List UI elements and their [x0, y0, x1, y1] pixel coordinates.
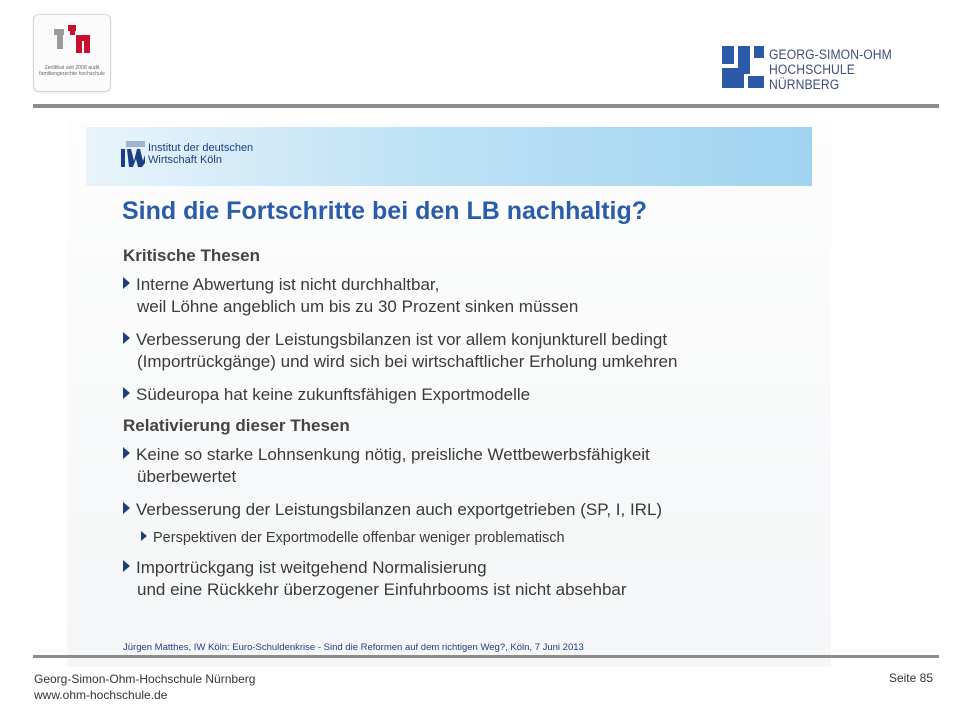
section-heading-critical: Kritische Thesen: [123, 246, 260, 265]
sub-bullet-text: Perspektiven der Exportmodelle offenbar weniger problematisch: [153, 530, 565, 546]
bullet-item: [123, 557, 627, 601]
section-heading-relativization: Relativierung dieser Thesen: [123, 416, 350, 435]
audit-certificate-logo: [33, 14, 111, 92]
bullet-text: Interne Abwertung ist nicht durchhaltbar,: [136, 275, 440, 294]
bullet-item: [123, 384, 530, 406]
bullet-arrow-icon: [123, 387, 130, 399]
bullet-text-continued: weil Löhne angeblich um bis zu 30 Prozent sinken müssen: [137, 297, 579, 316]
slide-title: Sind die Fortschritte bei den LB nachhaltig?: [122, 197, 648, 225]
footer-institution-block: [34, 671, 255, 703]
sub-bullet-item: [141, 530, 565, 546]
ohm-logo-wordmark: [769, 47, 927, 92]
footer-divider: [33, 655, 939, 658]
ohm-logo-line1: GEORG-SIMON-OHM: [769, 47, 892, 62]
bullet-text-continued: überbewertet: [137, 467, 237, 486]
bullet-arrow-icon: [123, 447, 130, 459]
institute-name-line1: Institut der deutschen: [148, 142, 254, 154]
bullet-arrow-icon: [123, 277, 130, 289]
institute-name-line2: Wirtschaft Köln: [148, 154, 222, 166]
bullet-text: Verbesserung der Leistungsbilanzen auch exportgetrieben (SP, I, IRL): [136, 500, 663, 519]
certificate-caption: Zertifikat seit 2008 audit familiengerechte hochschule: [39, 65, 105, 77]
ohm-university-logo: [722, 46, 940, 90]
family-audit-icon: [52, 25, 94, 63]
slide-image: [67, 121, 831, 667]
iw-logo-icon: [121, 141, 145, 167]
bullet-text: Keine so starke Lohnsenkung nötig, preisliche Wettbewerbsfähigkeit: [136, 445, 650, 464]
header-divider: [33, 104, 939, 108]
footer-institution-name: Georg-Simon-Ohm-Hochschule Nürnberg: [34, 672, 256, 686]
ohm-logo-line2: HOCHSCHULE NÜRNBERG: [769, 62, 855, 92]
bullet-item: [123, 274, 578, 318]
bullet-text: Importrückgang ist weitgehend Normalisierung: [136, 558, 487, 577]
bullet-item: [123, 499, 662, 521]
institute-name: [148, 142, 253, 166]
bullet-arrow-icon: [123, 560, 130, 572]
page-number: Seite 85: [888, 671, 933, 685]
slide-header-band: [86, 127, 812, 186]
bullet-text-continued: (Importrückgänge) und wird sich bei wirtschaftlicher Erholung umkehren: [137, 352, 678, 371]
bullet-arrow-icon: [123, 332, 130, 344]
sub-bullet-arrow-icon: [141, 531, 147, 541]
ohm-logo-icon: [722, 46, 766, 88]
bullet-text: Verbesserung der Leistungsbilanzen ist vor allem konjunkturell bedingt: [136, 330, 668, 349]
slide-source-citation: Jürgen Matthes, IW Köln: Euro-Schuldenkrise - Sind die Reformen auf dem richtigen Weg?, Köln, 7 Juni 2013: [123, 642, 584, 653]
footer-website: www.ohm-hochschule.de: [34, 688, 168, 702]
bullet-arrow-icon: [123, 502, 130, 514]
bullet-item: [123, 329, 677, 373]
bullet-item: [123, 444, 650, 488]
bullet-text: Südeuropa hat keine zukunftsfähigen Exportmodelle: [136, 385, 531, 404]
bullet-text-continued: und eine Rückkehr überzogener Einfuhrbooms ist nicht absehbar: [137, 580, 627, 599]
